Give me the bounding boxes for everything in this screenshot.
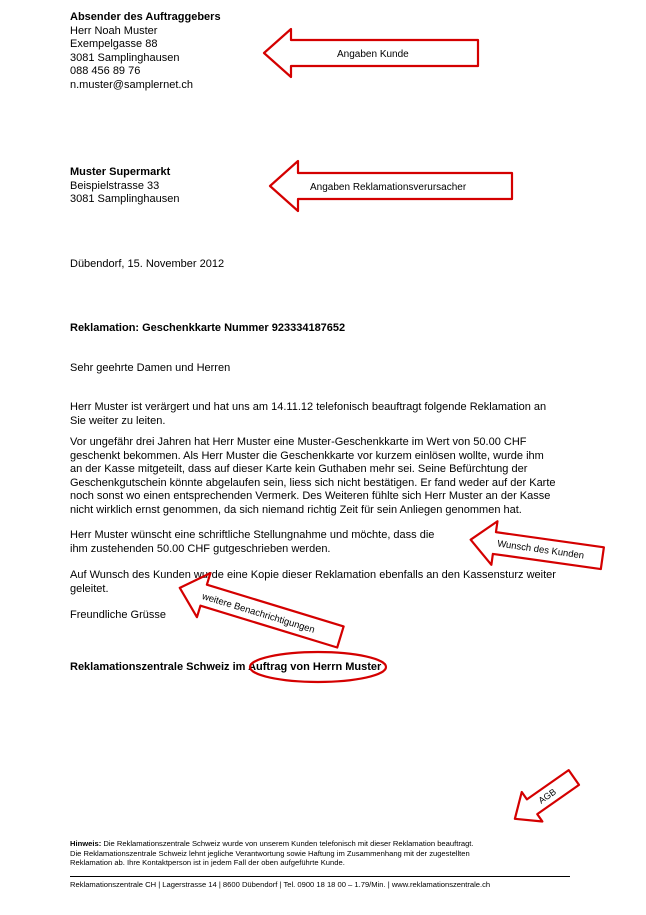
paragraph-line: geleitet.	[70, 582, 109, 595]
sender-address	[70, 11, 221, 92]
paragraph-2	[70, 436, 570, 517]
footer-hinweis-text: Die Reklamationszentrale Schweiz lehnt jegliche Verantwortung sowie Haftung im Zusammenhang mit der zugestellten	[70, 848, 470, 858]
paragraph-3	[70, 529, 570, 556]
recipient-heading: Muster Supermarkt	[70, 166, 171, 178]
paragraph-line: Geschenkgutschein könnte abgelaufen sein, liess sich nicht bestätigen. Er fand weder auf der Karte	[70, 476, 556, 489]
paragraph-line: an der Kasse mitgeteilt, dass auf dieser Karte kein Guthaben mehr sei. Seine Befürchtung der	[70, 463, 528, 475]
paragraph-line: Herr Muster wünscht eine schriftliche Stellungnahme und möchte, dass die	[70, 529, 435, 541]
footer-divider	[70, 876, 570, 877]
left-arrow-icon	[505, 763, 585, 834]
sender-name: Herr Noah Muster	[70, 24, 158, 37]
footer-hinweis-text: Die Reklamationszentrale Schweiz wurde von unserem Kunden telefonisch mit dieser Reklamation beauftragt.	[101, 839, 474, 848]
letter-subject: Reklamation: Geschenkkarte Nummer 923334187652	[70, 322, 346, 334]
sender-phone: 088 456 89 76	[70, 65, 141, 77]
paragraph-line: Sie weiter zu leiten.	[70, 414, 166, 427]
paragraph-4	[70, 569, 570, 596]
closing: Freundliche Grüsse	[70, 609, 166, 621]
paragraph-1	[70, 401, 570, 428]
left-arrow-icon	[264, 29, 478, 77]
sender-city: 3081 Samplinghausen	[70, 51, 180, 64]
paragraph-line: Auf Wunsch des Kunden wurde eine Kopie dieser Reklamation ebenfalls an den Kassensturz weiter	[70, 569, 556, 581]
annotation-benachrichtigungen: weitere Benachrichtigungen	[200, 591, 317, 636]
footer-hinweis-label: Hinweis:	[70, 839, 102, 848]
annotation-kunde: Angaben Kunde	[337, 49, 409, 60]
paragraph-line: Herr Muster ist verärgert und hat uns am 14.11.12 telefonisch beauftragt folgende Reklamation an	[70, 401, 547, 413]
paragraph-line: geschenkt bekommen. Als Herr Muster die Geschenkkarte vor kurzem einlösen wollte, wurde ihm	[70, 449, 544, 462]
left-arrow-icon	[270, 161, 512, 211]
recipient-city: 3081 Samplinghausen	[70, 193, 180, 205]
sender-street: Exempelgasse 88	[70, 38, 158, 50]
sender-email: n.muster@samplernet.ch	[70, 78, 194, 91]
annotation-wunsch: Wunsch des Kunden	[496, 538, 585, 562]
paragraph-line: noch sonst wo einen entsprechenden Vermerk. Des Weiteren fühlte sich Herr Muster an der Kasse	[70, 490, 551, 502]
footer-company-line: Reklamationszentrale CH | Lagerstrasse 14 | 8600 Dübendorf | Tel. 0900 18 18 00 – 1.79/Min. | www.reklamationszentrale.ch	[70, 880, 491, 889]
recipient-street: Beispielstrasse 33	[70, 179, 160, 192]
paragraph-line: ihm zustehenden 50.00 CHF gutgeschrieben werden.	[70, 542, 331, 555]
letter-date: Dübendorf, 15. November 2012	[70, 258, 225, 270]
sender-heading: Absender des Auftraggebers	[70, 11, 221, 23]
recipient-address	[70, 166, 179, 207]
footer-notice	[70, 839, 474, 868]
footer-hinweis-text: Reklamation ab. Ihre Kontaktperson ist in jedem Fall der oben aufgeführte Kunde.	[70, 858, 345, 868]
signature: Reklamationszentrale Schweiz im Auftrag von Herrn Muster	[70, 661, 382, 673]
annotation-verursacher: Angaben Reklamationsverursacher	[310, 182, 467, 193]
salutation: Sehr geehrte Damen und Herren	[70, 362, 231, 374]
annotation-agb: AGB	[536, 786, 558, 806]
paragraph-line: nicht wirklich ernst genommen, da sich niemand richtig Zeit für sein Anliegen genommen hat.	[70, 503, 522, 516]
paragraph-line: Vor ungefähr drei Jahren hat Herr Muster eine Muster-Geschenkkarte im Wert von 50.00 CHF	[70, 436, 527, 448]
